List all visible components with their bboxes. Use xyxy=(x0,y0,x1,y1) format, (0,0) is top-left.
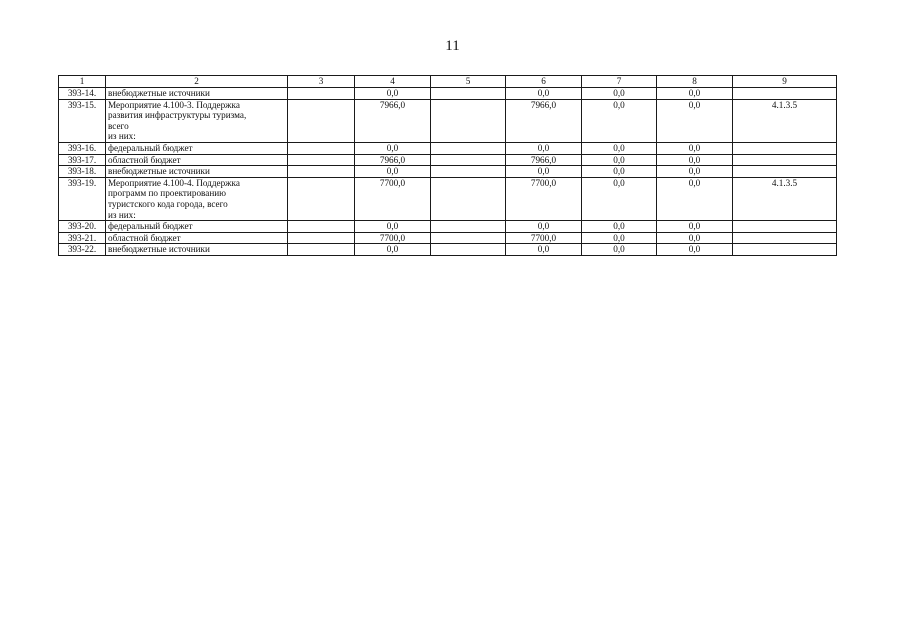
cell-col3 xyxy=(288,99,355,142)
row-name-line: федеральный бюджет xyxy=(108,142,193,153)
cell-col7: 0,0 xyxy=(582,232,657,244)
cell-col9 xyxy=(733,232,837,244)
table-row xyxy=(59,142,837,154)
cell-col8: 0,0 xyxy=(657,166,733,178)
row-name-line: Мероприятие 4.100-4. Поддержка xyxy=(108,177,240,188)
cell-col4: 0,0 xyxy=(355,244,431,256)
cell-col4: 7700,0 xyxy=(355,232,431,244)
row-name-line: туристского кода города, всего xyxy=(108,198,228,209)
cell-col9: 4.1.3.5 xyxy=(733,177,837,220)
cell-col9 xyxy=(733,142,837,154)
cell-col7: 0,0 xyxy=(582,88,657,100)
row-name-line: программ по проектированию xyxy=(108,188,227,199)
row-name xyxy=(106,88,288,100)
cell-col3 xyxy=(288,142,355,154)
cell-col9: 4.1.3.5 xyxy=(733,99,837,142)
row-number: 393-15. xyxy=(59,99,106,142)
row-number: 393-18. xyxy=(59,166,106,178)
cell-col6: 0,0 xyxy=(506,88,582,100)
column-header: 4 xyxy=(355,76,431,88)
row-name-line: Мероприятие 4.100-3. Поддержка xyxy=(108,99,240,110)
row-name-line: внебюджетные источники xyxy=(108,244,210,255)
cell-col8: 0,0 xyxy=(657,142,733,154)
cell-col8: 0,0 xyxy=(657,177,733,220)
table-row xyxy=(59,99,837,142)
table-row xyxy=(59,166,837,178)
table-row xyxy=(59,232,837,244)
cell-col8: 0,0 xyxy=(657,99,733,142)
cell-col7: 0,0 xyxy=(582,154,657,166)
row-name-line: областной бюджет xyxy=(108,154,181,165)
cell-col9 xyxy=(733,166,837,178)
cell-col6: 0,0 xyxy=(506,221,582,233)
table-body xyxy=(59,76,837,256)
row-name xyxy=(106,99,288,142)
row-number: 393-16. xyxy=(59,142,106,154)
row-name xyxy=(106,142,288,154)
table-row xyxy=(59,154,837,166)
column-header: 7 xyxy=(582,76,657,88)
cell-col5 xyxy=(431,88,506,100)
row-number: 393-20. xyxy=(59,221,106,233)
table-row xyxy=(59,177,837,220)
cell-col7: 0,0 xyxy=(582,244,657,256)
cell-col6: 0,0 xyxy=(506,142,582,154)
column-header: 6 xyxy=(506,76,582,88)
table-row xyxy=(59,88,837,100)
cell-col8: 0,0 xyxy=(657,154,733,166)
cell-col9 xyxy=(733,221,837,233)
row-name-line: федеральный бюджет xyxy=(108,221,193,232)
row-name-line: развития инфраструктуры туризма, xyxy=(108,110,247,121)
page-number: 11 xyxy=(445,38,460,54)
row-name xyxy=(106,166,288,178)
cell-col6: 7700,0 xyxy=(506,232,582,244)
row-name xyxy=(106,177,288,220)
cell-col4: 0,0 xyxy=(355,221,431,233)
row-name xyxy=(106,221,288,233)
row-name-line: внебюджетные источники xyxy=(108,166,210,177)
table-header-row xyxy=(59,76,837,88)
row-number: 393-21. xyxy=(59,232,106,244)
row-name-line: внебюджетные источники xyxy=(108,88,210,98)
column-header: 8 xyxy=(657,76,733,88)
cell-col3 xyxy=(288,166,355,178)
cell-col3 xyxy=(288,232,355,244)
cell-col4: 0,0 xyxy=(355,88,431,100)
row-name-line: из них: xyxy=(108,131,136,142)
cell-col4: 7966,0 xyxy=(355,99,431,142)
cell-col4: 0,0 xyxy=(355,142,431,154)
row-number: 393-17. xyxy=(59,154,106,166)
row-name xyxy=(106,244,288,256)
cell-col7: 0,0 xyxy=(582,177,657,220)
column-header: 9 xyxy=(733,76,837,88)
budget-table xyxy=(58,75,837,256)
row-name xyxy=(106,232,288,244)
row-name-line: всего xyxy=(108,120,129,131)
row-name-line: из них: xyxy=(108,209,136,220)
cell-col5 xyxy=(431,232,506,244)
cell-col3 xyxy=(288,88,355,100)
cell-col9 xyxy=(733,154,837,166)
cell-col3 xyxy=(288,244,355,256)
cell-col4: 7700,0 xyxy=(355,177,431,220)
table-row xyxy=(59,221,837,233)
column-header: 2 xyxy=(106,76,288,88)
cell-col8: 0,0 xyxy=(657,88,733,100)
cell-col6: 7966,0 xyxy=(506,99,582,142)
column-header: 3 xyxy=(288,76,355,88)
column-header: 1 xyxy=(59,76,106,88)
row-name xyxy=(106,154,288,166)
column-header: 5 xyxy=(431,76,506,88)
row-name-line: областной бюджет xyxy=(108,232,181,243)
cell-col4: 7966,0 xyxy=(355,154,431,166)
cell-col4: 0,0 xyxy=(355,166,431,178)
cell-col5 xyxy=(431,177,506,220)
cell-col8: 0,0 xyxy=(657,221,733,233)
cell-col3 xyxy=(288,154,355,166)
cell-col5 xyxy=(431,221,506,233)
cell-col9 xyxy=(733,88,837,100)
cell-col3 xyxy=(288,177,355,220)
cell-col5 xyxy=(431,99,506,142)
cell-col7: 0,0 xyxy=(582,99,657,142)
cell-col8: 0,0 xyxy=(657,232,733,244)
cell-col7: 0,0 xyxy=(582,166,657,178)
cell-col3 xyxy=(288,221,355,233)
row-number: 393-14. xyxy=(59,88,106,100)
cell-col6: 7966,0 xyxy=(506,154,582,166)
cell-col5 xyxy=(431,166,506,178)
cell-col5 xyxy=(431,244,506,256)
cell-col9 xyxy=(733,244,837,256)
row-number: 393-19. xyxy=(59,177,106,220)
cell-col8: 0,0 xyxy=(657,244,733,256)
cell-col6: 7700,0 xyxy=(506,177,582,220)
cell-col6: 0,0 xyxy=(506,244,582,256)
cell-col6: 0,0 xyxy=(506,166,582,178)
cell-col7: 0,0 xyxy=(582,221,657,233)
cell-col5 xyxy=(431,154,506,166)
cell-col7: 0,0 xyxy=(582,142,657,154)
row-number: 393-22. xyxy=(59,244,106,256)
table-row xyxy=(59,244,837,256)
cell-col5 xyxy=(431,142,506,154)
